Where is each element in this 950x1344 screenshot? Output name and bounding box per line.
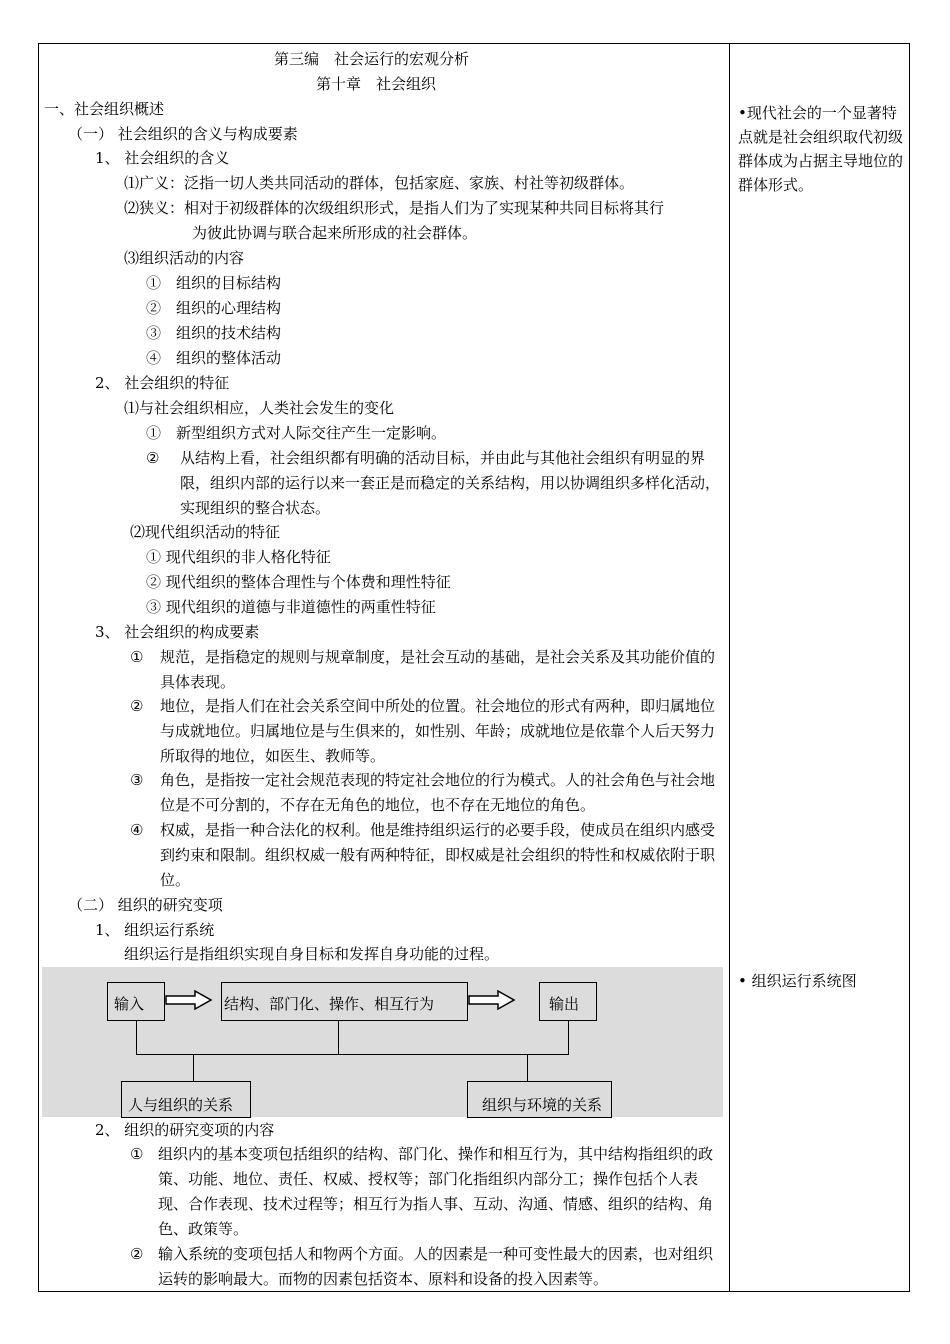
list-item: ① 现代组织的非人格化特征 <box>146 548 331 566</box>
column-divider <box>729 43 730 1292</box>
list-item <box>180 446 724 521</box>
list-item: ② 现代组织的整体合理性与个体费和理性特征 <box>146 573 451 591</box>
list-item: 规范，是指稳定的规则与规章制度，是社会互动的基础，是社会关系及其功能价值的具体表现。 <box>160 648 716 691</box>
subsection-heading: （一） 社会组织的含义与构成要素 <box>68 125 298 143</box>
item-heading: 2、 组织的研究变项的内容 <box>95 1121 275 1139</box>
list-item: 输入系统的变项包括人和物两个方面。人的因素是一种可变性最大的因素，也对组织运转的影响最大。而物的因素包括资本、原料和设备的投入因素等。 <box>158 1245 714 1288</box>
definition-narrow-line2: 为彼此协调与联合起来所形成的社会群体。 <box>192 224 478 242</box>
list-marker: ② <box>130 1245 144 1263</box>
list-marker: ① <box>130 1145 144 1163</box>
right-arrow-icon <box>468 990 516 1010</box>
modern-heading: ⑵现代组织活动的特征 <box>130 523 281 541</box>
list-item: ④ 组织的整体活动 <box>146 349 282 367</box>
right-arrow-icon <box>165 990 213 1010</box>
person-relation-box: 人与组织的关系 <box>121 1081 251 1118</box>
connector-line <box>338 1021 339 1055</box>
list-marker: ② <box>146 449 160 467</box>
definition-broad: ⑴广义：泛指一切人类共同活动的群体，包括家庭、家族、村社等初级群体。 <box>124 174 635 192</box>
environment-relation-box: 组织与环境的关系 <box>467 1081 612 1118</box>
list-marker: ③ <box>130 771 144 789</box>
connector-line <box>136 1021 137 1055</box>
list-item: 地位，是指人们在社会关系空间中所处的位置。社会地位的形式有两种，即归属地位与成就地位。归属地位是与生俱来的，如性别、年龄；成就地位是依靠个人后天努力所取得的地位，如医生、教师等。 <box>160 697 716 765</box>
item-heading: 1、 组织运行系统 <box>95 921 215 939</box>
connector-line <box>136 1054 569 1055</box>
system-definition: 组织运行是指组织实现自身目标和发挥自身功能的过程。 <box>124 945 500 963</box>
list-item: ② 组织的心理结构 <box>146 299 282 317</box>
subsection-heading: （二） 组织的研究变项 <box>68 896 223 914</box>
change-heading: ⑴与社会组织相应，人类社会发生的变化 <box>124 399 395 417</box>
part-title: 第三编 社会运行的宏观分析 <box>274 50 470 68</box>
connector-line <box>568 1021 569 1055</box>
connector-line <box>193 1054 194 1081</box>
list-item: 组织内的基本变项包括组织的结构、部门化、操作和相互行为，其中结构指组织的政策、功能、地位、责任、权威、授权等；部门化指组织内部分工；操作包括个人表现、合作表现、技术过程等；相互行为指人事、互动、沟通、情感、组织的结构、角色、政策等。 <box>158 1145 714 1238</box>
input-box: 输入 <box>107 982 165 1021</box>
list-item-text: 从结构上看，社会组织都有明确的活动目标，并由此与其他社会组织有明显的界限，组织内部的运行以来一套正是而稳定的关系结构，用以协调组织多样化活动，实现组织的整合状态。 <box>180 449 721 517</box>
process-box: 结构、部门化、操作、相互行为 <box>221 982 468 1021</box>
definition-narrow-line1: ⑵狭义：相对于初级群体的次级组织形式，是指人们为了实现某种共同目标将其行 <box>124 199 665 217</box>
list-item: ① 组织的目标结构 <box>146 274 282 292</box>
output-box: 输出 <box>539 982 597 1021</box>
chapter-title: 第十章 社会组织 <box>316 75 437 93</box>
list-marker: ④ <box>130 821 144 839</box>
item-heading: 3、 社会组织的构成要素 <box>95 623 260 641</box>
side-note: • 组织运行系统图 <box>738 972 857 990</box>
item-heading: 2、 社会组织的特征 <box>95 374 230 392</box>
list-marker: ② <box>130 697 144 715</box>
item-heading: 1、 社会组织的含义 <box>95 149 230 167</box>
list-item: ① 新型组织方式对人际交往产生一定影响。 <box>146 424 447 442</box>
list-item: ③ 组织的技术结构 <box>146 324 282 342</box>
list-item: 权威，是指一种合法化的权利。他是维持组织运行的必要手段，使成员在组织内感受到约束和限制。组织权威一般有两种特征，即权威是社会组织的特性和权威依附于职位。 <box>160 821 716 889</box>
list-item: 角色，是指按一定社会规范表现的特定社会地位的行为模式。人的社会角色与社会地位是不可分割的，不存在无角色的地位，也不存在无地位的角色。 <box>160 771 716 814</box>
connector-line <box>527 1054 528 1081</box>
list-marker: ① <box>130 648 144 666</box>
list-item: ③ 现代组织的道德与非道德性的两重性特征 <box>146 598 436 616</box>
activity-heading: ⑶组织活动的内容 <box>124 249 245 267</box>
section-heading: 一、社会组织概述 <box>44 100 165 118</box>
side-note: •现代社会的一个显著特点就是社会组织取代初级群体成为占据主导地位的群体形式。 <box>738 104 904 194</box>
